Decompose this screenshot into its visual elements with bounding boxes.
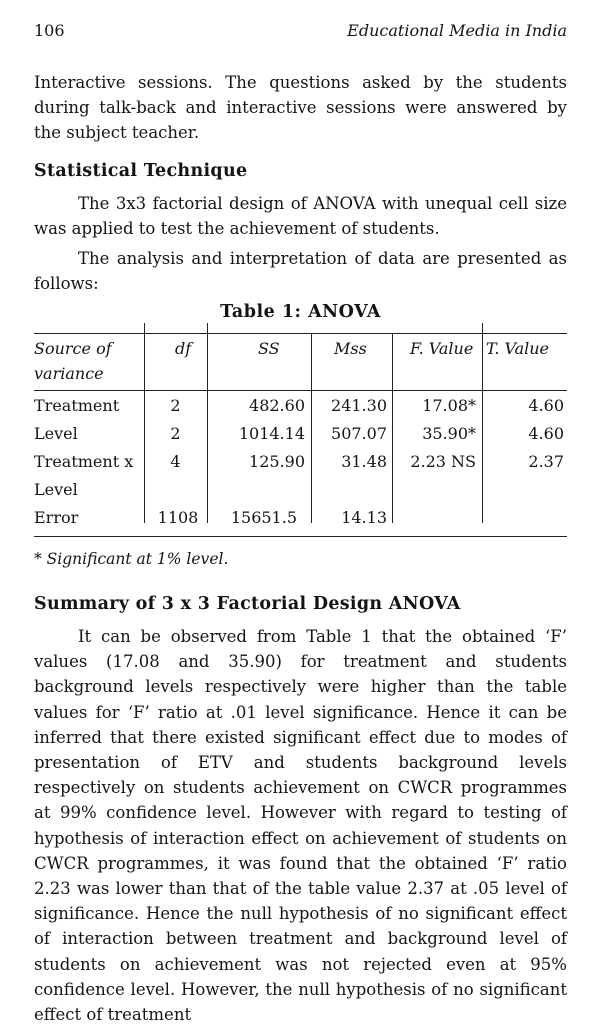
row-level-t: 4.60 [528, 424, 564, 443]
table-footnote: * Significant at 1% level. [34, 550, 229, 568]
running-header [34, 21, 567, 43]
row-error-source: Error [34, 508, 79, 527]
header-mss: Mss [334, 339, 367, 358]
header-ss: SS [258, 339, 280, 358]
header-df: df [175, 339, 192, 358]
header-source-line2: variance [34, 364, 104, 383]
row-level-f: 35.90* [422, 424, 476, 443]
row-treatment-t: 4.60 [528, 396, 564, 415]
table-title: Table 1: ANOVA [220, 302, 381, 322]
row-interaction-ss: 125.90 [249, 452, 305, 471]
row-level-ss: 1014.14 [238, 424, 305, 443]
header-f-value: F. Value [410, 339, 474, 358]
table-header-rule [34, 390, 567, 391]
table-bottom-rule [34, 536, 567, 537]
row-interaction-source-line2: Level [34, 480, 78, 499]
intro-paragraph: Interactive sessions. The questions asked by the students during talk-back and interactive sessions were answered by the subject teacher. [34, 73, 567, 142]
section-heading-statistical-technique: Statistical Technique [34, 161, 248, 181]
paragraph-summary: It can be observed from Table 1 that the obtained ‘F’ values (17.08 and 35.90) for treatment and students background levels respectively were higher than the table values for ‘F’ ratio at .01 level significance. Hence it can be inferred that there existed significant effect due to modes of presentation of ETV and students background levels respectively on students achievement on CWCR programmes at 99% confidence level. However with regard to testing of hypothesis of interaction effect on achievement of students on CWCR programmes, it was found that the obtained ‘F’ ratio 2.23 was lower than that of the table value 2.37 at .05 level of significance. Hence the null hypothesis of no significant effect of interaction between treatment and background level of students on achievement was not rejected even at 95% confidence level. However, the null hypothesis of no significant effect of treatment [34, 627, 567, 1025]
row-level-df: 2 [170, 424, 181, 443]
row-error-mss: 14.13 [341, 508, 387, 527]
row-treatment-df: 2 [170, 396, 181, 415]
row-treatment-mss: 241.30 [331, 396, 387, 415]
row-level-source: Level [34, 424, 78, 443]
row-interaction-df: 4 [170, 452, 181, 471]
row-error-ss: 15651.5 [230, 508, 297, 527]
row-interaction-mss: 31.48 [341, 452, 387, 471]
row-interaction-t: 2.37 [528, 452, 564, 471]
book-title: Educational Media in India [347, 21, 567, 40]
header-source-line1: Source of [34, 339, 112, 358]
row-treatment-source: Treatment [34, 396, 120, 415]
page-number: 106 [34, 21, 65, 40]
row-interaction-f: 2.23 NS [410, 452, 476, 471]
paragraph-analysis: The analysis and interpretation of data are presented as follows: [34, 249, 567, 293]
table-top-rule [34, 333, 567, 334]
section-heading-summary: Summary of 3 x 3 Factorial Design ANOVA [34, 594, 461, 614]
row-level-mss: 507.07 [331, 424, 387, 443]
row-error-df: 1108 [157, 508, 199, 527]
header-t-value: T. Value [486, 339, 550, 358]
row-interaction-source: Treatment x [34, 452, 134, 471]
row-treatment-ss: 482.60 [249, 396, 305, 415]
row-treatment-f: 17.08* [422, 396, 476, 415]
book-page [34, 0, 567, 1025]
paragraph-design: The 3x3 factorial design of ANOVA with unequal cell size was applied to test the achievement of students. [34, 194, 567, 238]
